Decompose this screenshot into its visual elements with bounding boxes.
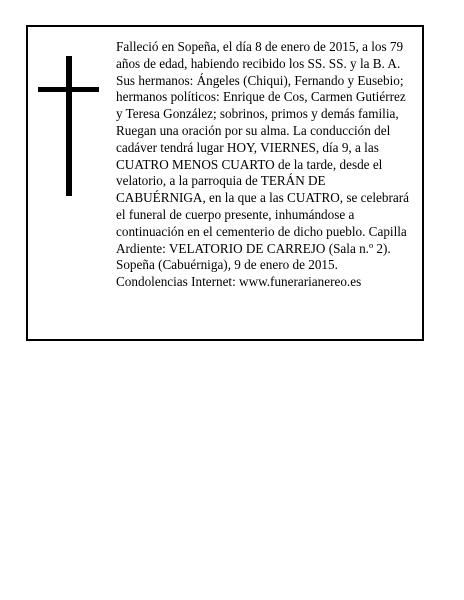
notice-line: CUATRO MENOS CUARTO de la tarde, desde el [116,156,383,172]
notice-line: Sopeña (Cabuérniga), 9 de enero de 2015. [116,257,338,273]
cross-horizontal-bar [38,87,99,92]
notice-line: años de edad, habiendo recibido los SS. SS. y la B. A. [116,55,401,71]
notice-line: y Teresa González; sobrinos, primos y demás familia, [116,106,399,122]
notice-line: cadáver tendrá lugar HOY, VIERNES, día 9, a las [116,139,379,155]
notice-line: el funeral de cuerpo presente, inhumándose a [116,206,355,222]
notice-line: velatorio, a la parroquia de TERÁN DE [116,173,326,189]
notice-line: continuación en el cementerio de dicho pueblo. Capilla [116,223,407,239]
notice-line: Ardiente: VELATORIO DE CARREJO (Sala n.º 2). [116,240,391,256]
cross-vertical-bar [66,56,72,196]
notice-line: Sus hermanos: Ángeles (Chiqui), Fernando y Eusebio; [116,72,404,88]
notice-line: hermanos políticos: Enrique de Cos, Carmen Gutiérrez [116,89,406,105]
notice-line: CABUÉRNIGA, en la que a las CUATRO, se celebrará [116,190,409,206]
notice-text [116,39,422,291]
notice-line: Ruegan una oración por su alma. La conducción del [116,122,391,138]
notice-line: Falleció en Sopeña, el día 8 de enero de 2015, a los 79 [116,39,404,54]
notice-line: Condolencias Internet: www.funerarianereo.es [116,274,362,290]
obituary-notice [26,25,424,341]
